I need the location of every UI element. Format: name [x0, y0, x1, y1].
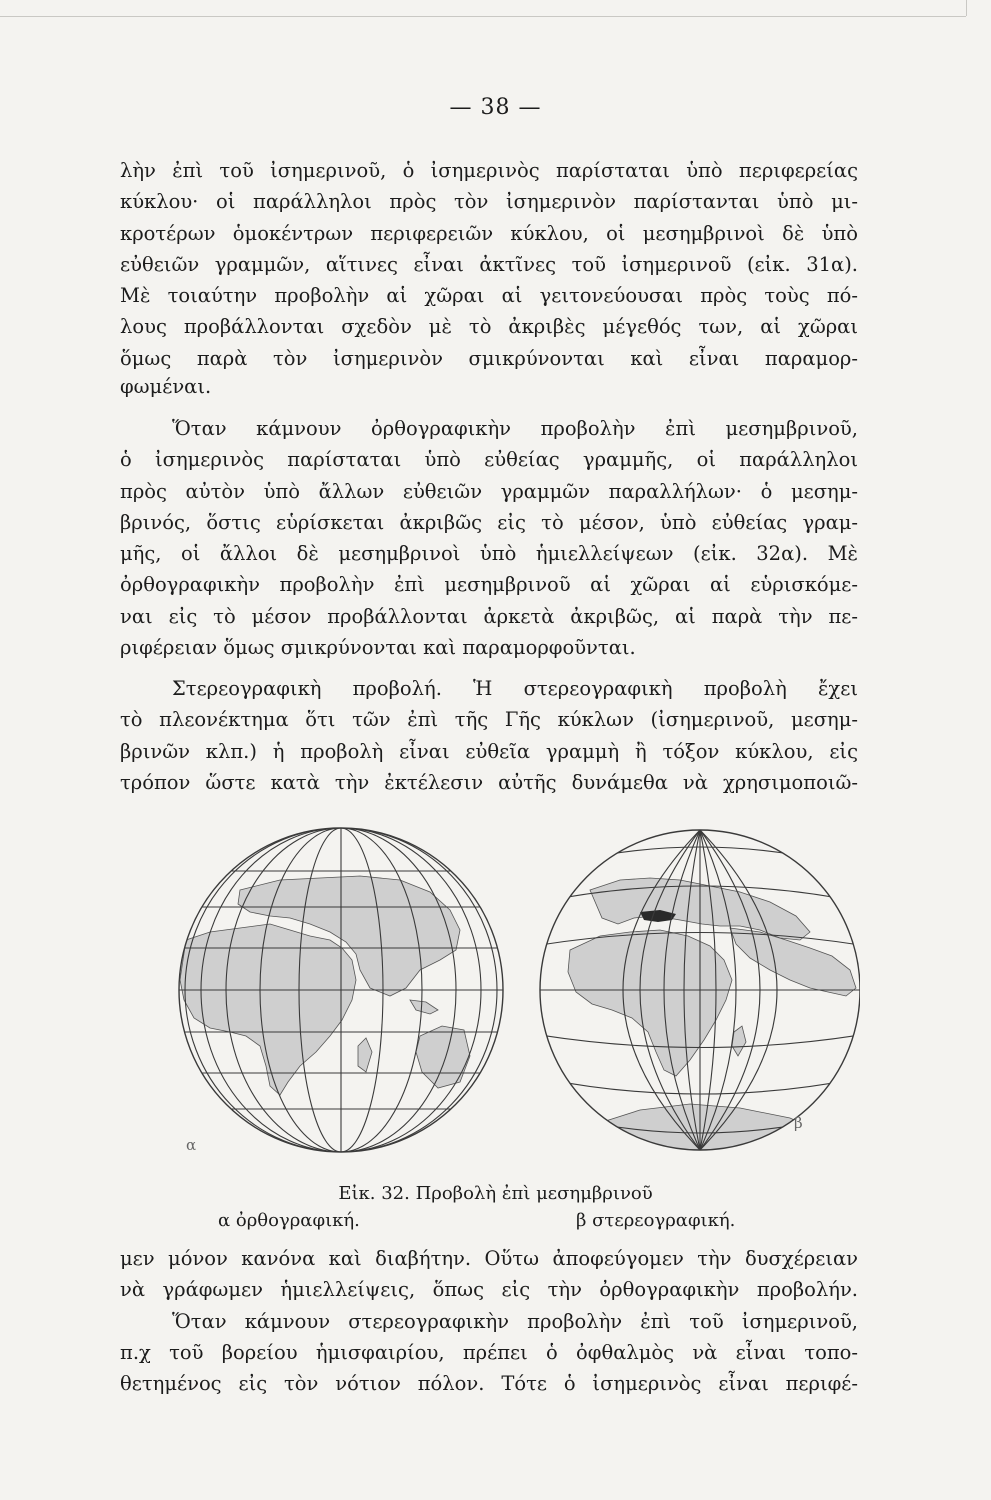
text-line: μῆς, οἱ ἄλλοι δὲ μεσημβρινοὶ ὑπὸ ἡμιελλείψεων (εἰκ. 32α). Μὲ: [120, 542, 858, 566]
figure-caption-b: β στερεογραφική.: [576, 1210, 736, 1231]
paragraph-orthographic: [120, 413, 858, 663]
text-line: Ὅταν κάμνουν ὀρθογραφικὴν προβολὴν ἐπὶ μεσημβρινοῦ,: [172, 417, 858, 440]
text-line: κροτέρων ὁμοκέντρων περιφερειῶν κύκλου, οἱ μεσημβρινοὶ δὲ ὑπὸ: [120, 221, 858, 245]
text-line: ναι εἰς τὸ μέσον προβάλλονται ἀρκετὰ ἀκριβῶς, αἱ παρὰ τὴν πε-: [120, 604, 858, 628]
indonesia-land: [410, 1000, 438, 1014]
text-line: τὸ πλεονέκτημα ὅτι τῶν ἐπὶ τῆς Γῆς κύκλων (ἰσημερινοῦ, μεσημ-: [120, 708, 858, 732]
text-line: πρὸς αὐτὸν ὑπὸ ἄλλων εὐθειῶν γραμμῶν παραλλήλων· ὁ μεσημ-: [120, 479, 858, 503]
page-edge-mark: [966, 0, 967, 16]
text-line: π.χ τοῦ βορείου ἡμισφαιρίου, πρέπει ὁ ὀφθαλμὸς νὰ εἶναι τοπο-: [120, 1340, 858, 1364]
text-line: λους προβάλλονται σχεδὸν μὲ τὸ ἀκριβὲς μέγεθός των, αἱ χῶραι: [120, 315, 858, 339]
africa-land: [180, 924, 356, 1095]
text-line: φωμέναι.: [120, 375, 212, 399]
globe-figure: [120, 820, 860, 1160]
text-line: ὁ ἰσημερινὸς παρίσταται ὑπὸ εὐθείας γραμμῆς, οἱ παράλληλοι: [120, 448, 858, 472]
paragraph-top: [120, 155, 858, 400]
text-line: κύκλου· οἱ παράλληλοι πρὸς τὸν ἰσημερινὸν παρίστανται ὑπὸ μι-: [120, 190, 858, 214]
text-line: μεν μόνον κανόνα καὶ διαβήτην. Οὕτω ἀποφεύγομεν τὴν δυσχέρειαν: [120, 1247, 858, 1270]
text-line: βρινός, ὅστις εὑρίσκεται ἀκριβῶς εἰς τὸ μέσον, ὑπὸ εὐθείας γραμ-: [120, 510, 858, 534]
label-alpha: α: [186, 1136, 197, 1154]
text-line: ριφέρειαν ὅμως σμικρύνονται καὶ παραμορφοῦνται.: [120, 636, 636, 660]
text-line: ὀρθογραφικὴν προβολὴν ἐπὶ μεσημβρινοῦ αἱ χῶραι αἱ εὑρισκόμε-: [120, 573, 858, 597]
text-line: ὅμως παρὰ τὸν ἰσημερινὸν σμικρύνονται καὶ εἶναι παραμορ-: [120, 346, 858, 370]
text-line: λὴν ἐπὶ τοῦ ἰσημερινοῦ, ὁ ἰσημερινὸς παρίσταται ὑπὸ περιφερείας: [120, 159, 858, 182]
text-line: Ὅταν κάμνουν στερεογραφικὴν προβολὴν ἐπὶ τοῦ ἰσημερινοῦ,: [172, 1309, 858, 1333]
antarctica-land: [590, 1104, 820, 1156]
madagascar-land: [358, 1038, 372, 1072]
figure-caption-title: Εἰκ. 32. Προβολὴ ἐπὶ μεσημβρινοῦ: [338, 1183, 653, 1204]
globe-orthographic: [160, 828, 522, 1154]
paragraph-bottom: [120, 1243, 858, 1399]
figure-caption-a: α ὀρθογραφική.: [218, 1210, 360, 1231]
label-beta: β: [794, 1114, 803, 1132]
text-line: θετημένος εἰς τὸν νότιον πόλον. Τότε ὁ ἰσημερινὸς εἶναι περιφέ-: [120, 1372, 858, 1396]
australia-land: [416, 1026, 470, 1088]
page-number: — 38 —: [449, 95, 542, 120]
figure-32: [120, 820, 860, 1160]
text-line: βρινῶν κλπ.) ἡ προβολὴ εἶναι εὐθεῖα γραμμὴ ἢ τόξον κύκλου, εἰς: [120, 739, 858, 763]
text-line: εὐθειῶν γραμμῶν, αἵτινες εἶναι ἀκτῖνες τοῦ ἰσημερινοῦ (εἰκ. 31α).: [120, 252, 858, 276]
text-line: Μὲ τοιαύτην προβολὴν αἱ χῶραι αἱ γειτονεύουσαι πρὸς τοὺς πό-: [120, 284, 858, 308]
text-line: Στερεογραφικὴ προβολή. Ἡ στερεογραφικὴ προβολὴ ἔχει: [172, 677, 858, 700]
text-line: νὰ γράφωμεν ἡμιελλείψεις, ὅπως εἰς τὴν ὀρθογραφικὴν προβολήν.: [120, 1278, 858, 1302]
text-line: τρόπον ὥστε κατὰ τὴν ἐκτέλεσιν αὐτῆς δυνάμεθα νὰ χρησιμοποιῶ-: [120, 770, 858, 794]
globe-stereographic: [540, 830, 860, 1156]
page-edge-line: [0, 16, 966, 17]
paragraph-stereographic: [120, 673, 858, 798]
